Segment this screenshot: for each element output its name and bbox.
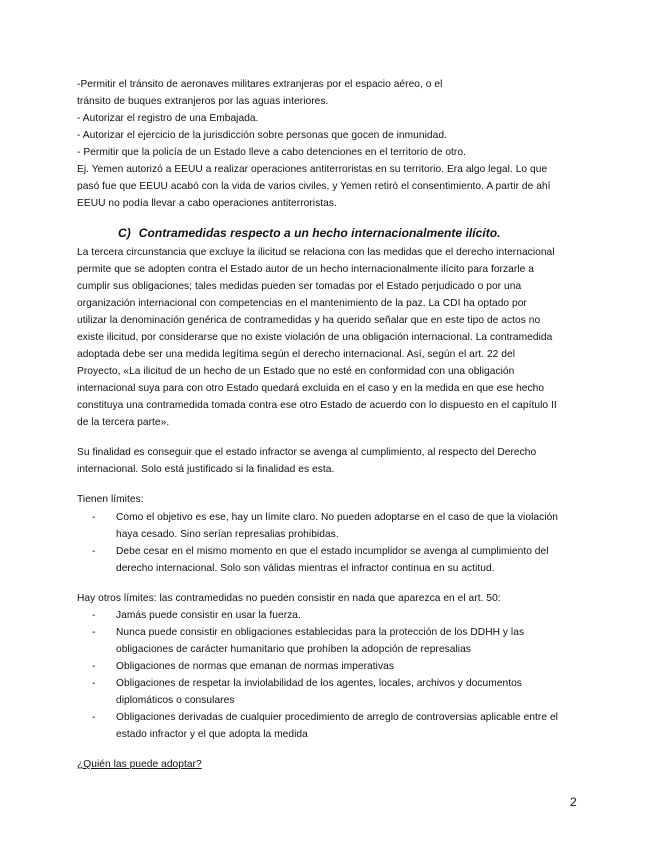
section-heading-title: Contramedidas respecto a un hecho internacionalmente ilícito. — [138, 226, 501, 240]
limits-intro: Tienen límites: — [77, 494, 144, 505]
para1-line-7: adoptada debe ser una medida legítima según el derecho internacional. Así, según el art. 22 del — [77, 349, 516, 360]
para1-line-2: permite que se adopten contra el Estado autor de un hecho internacionalmente ilícito para forzarle a — [77, 264, 534, 275]
other-bullet-1-line-1: Jamás puede consistir en usar la fuerza. — [116, 610, 301, 621]
para1-line-11: de la tercera parte». — [77, 417, 170, 428]
bullet-dash: - — [92, 661, 96, 672]
para1-line-1: La tercera circunstancia que excluye la ilicitud se relaciona con las medidas que el derecho internacional — [77, 247, 555, 258]
intro-line-4: - Autorizar el ejercicio de la jurisdicción sobre personas que gocen de inmunidad. — [77, 130, 447, 141]
bullet-dash: - — [92, 610, 96, 621]
limits-bullet-2-line-1: Debe cesar en el mismo momento en que el estado incumplidor se avenga al cumplimiento del — [116, 546, 549, 557]
bullet-dash: - — [92, 546, 96, 557]
section-heading — [118, 226, 501, 241]
limits-bullet-2-line-2: derecho internacional. Solo son válidas mientras el infractor continua en su actitud. — [116, 563, 495, 574]
intro-line-1: -Permitir el tránsito de aeronaves militares extranjeras por el espacio aéreo, o el — [77, 79, 443, 90]
subheading: ¿Quién las puede adoptar? — [77, 759, 202, 770]
bullet-dash: - — [92, 712, 96, 723]
other-bullet-5-line-1: Obligaciones derivadas de cualquier procedimiento de arreglo de controversias aplicable entre el — [116, 712, 558, 723]
other-bullet-2-line-2: obligaciones de carácter humanitario que prohíben la adopción de represalias — [116, 644, 471, 655]
page-number: 2 — [570, 795, 577, 809]
para2-line-2: internacional. Solo está justificado si la finalidad es esta. — [77, 464, 335, 475]
para1-line-8: Proyecto, «La ilicitud de un hecho de un Estado que no esté en conformidad con una obligación — [77, 366, 515, 377]
other-bullet-4-line-2: diplomáticos o consulares — [116, 695, 235, 706]
bullet-dash: - — [92, 512, 96, 523]
other-limits-intro: Hay otros límites: las contramedidas no pueden consistir en nada que aparezca en el art. 50: — [77, 593, 501, 604]
bullet-dash: - — [92, 627, 96, 638]
para1-line-3: cumplir sus obligaciones; tales medidas pueden ser tomadas por el Estado perjudicado o por una — [77, 281, 522, 292]
limits-bullet-1-line-1: Como el objetivo es ese, hay un límite claro. No pueden adoptarse en el caso de que la violación — [116, 512, 558, 523]
limits-bullet-1-line-2: haya cesado. Sino serían represalias prohibidas. — [116, 529, 339, 540]
other-bullet-5-line-2: estado infractor y el que adopta la medida — [116, 729, 308, 740]
intro-line-3: - Autorizar el registro de una Embajada. — [77, 113, 259, 124]
para1-line-4: organización internacional con competencias en el mantenimiento de la paz. La CDI ha optado por — [77, 298, 527, 309]
intro-line-8: EEUU no podía llevar a cabo operaciones antiterroristas. — [77, 198, 337, 209]
other-bullet-4-line-1: Obligaciones de respetar la inviolabilidad de los agentes, locales, archivos y documentos — [116, 678, 522, 689]
para2-line-1: Su finalidad es conseguir que el estado infractor se avenga al cumplimiento, al respecto del Derecho — [77, 447, 537, 458]
other-bullet-3-line-1: Obligaciones de normas que emanan de normas imperativas — [116, 661, 394, 672]
intro-line-5: - Permitir que la policía de un Estado lleve a cabo detenciones en el territorio de otro. — [77, 147, 466, 158]
bullet-dash: - — [92, 678, 96, 689]
para1-line-5: utilizar la denominación genérica de contramedidas y ha querido señalar que en este tipo de actos no — [77, 315, 541, 326]
other-bullet-2-line-1: Nunca puede consistir en obligaciones establecidas para la protección de los DDHH y las — [116, 627, 525, 638]
section-heading-letter: C) — [118, 226, 131, 240]
para1-line-9: internacional suya para con otro Estado quedará excluida en el caso y en la medida en que ese hecho — [77, 383, 545, 394]
intro-line-6: Ej. Yemen autorizó a EEUU a realizar operaciones antiterroristas en su territorio. Era algo legal. Lo que — [77, 164, 548, 175]
para1-line-10: constituya una contramedida tomada contra ese otro Estado de acuerdo con lo dispuesto en el capítulo II — [77, 400, 557, 411]
intro-line-2: tránsito de buques extranjeros por las aguas interiores. — [77, 96, 329, 107]
intro-line-7: pasó fue que EEUU acabó con la vida de varios civiles, y Yemen retiró el consentimiento. A partir de ahí — [77, 181, 551, 192]
para1-line-6: existe ilicitud, por considerarse que no existe violación de una obligación internacional. La contramedida — [77, 332, 553, 343]
